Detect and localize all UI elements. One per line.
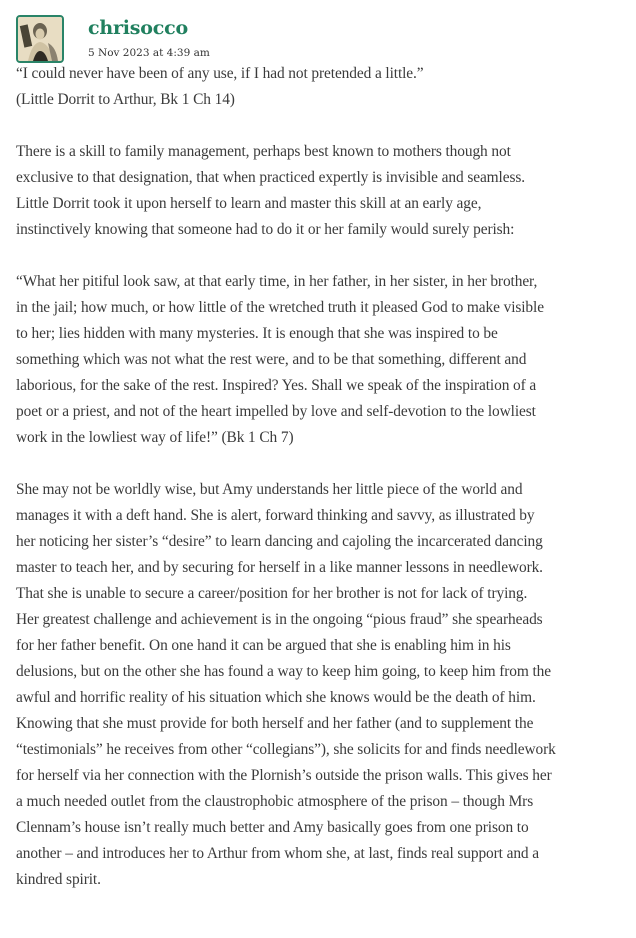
text-line: “What her pitiful look saw, at that early time, in her father, in her sister, in her brother, — [16, 273, 538, 290]
text-line: poet or a priest, and not of the heart impelled by love and self-devotion to the lowliest — [16, 403, 536, 420]
text-line: another – and introduces her to Arthur from whom she, at last, finds real support and a — [16, 845, 539, 862]
text-line: Her greatest challenge and achievement is in the ongoing “pious fraud” she spearheads — [16, 611, 543, 628]
text-line: laborious, for the sake of the rest. Inspired? Yes. Shall we speak of the inspiration of a — [16, 377, 537, 394]
text-line: delusions, but on the other she has found a way to keep him going, to keep him from the — [16, 663, 552, 680]
text-line: something which was not what the rest were, and to be that something, different and — [16, 351, 527, 368]
text-line: There is a skill to family management, perhaps best known to mothers though not — [16, 143, 511, 160]
text-line: She may not be worldly wise, but Amy understands her little piece of the world and — [16, 481, 523, 498]
comment — [16, 15, 626, 888]
avatar-portrait-icon — [18, 17, 62, 61]
comment-body — [16, 61, 626, 919]
text-line: Clennam’s house isn’t really much better and Amy basically goes from one prison to — [16, 819, 529, 836]
text-line: “I could never have been of any use, if I had not pretended a little.” — [16, 65, 424, 82]
text-line: Little Dorrit took it upon herself to learn and master this skill at an early age, — [16, 195, 482, 212]
text-line: a much needed outlet from the claustrophobic atmosphere of the prison – though Mrs — [16, 793, 534, 810]
text-line: master to teach her, and by securing for herself in a like manner lessons in needlework. — [16, 559, 543, 576]
text-line: to her; lies hidden with many mysteries. It is enough that she was inspired to be — [16, 325, 498, 342]
text-line: for her father benefit. On one hand it can be argued that she is enabling him in his — [16, 637, 511, 654]
text-line: exclusive to that designation, that when practiced expertly is invisible and seamless. — [16, 169, 525, 186]
avatar[interactable] — [16, 15, 64, 63]
text-line: work in the lowliest way of life!” (Bk 1 Ch 7) — [16, 429, 294, 446]
text-line: Knowing that she must provide for both herself and her father (and to supplement the — [16, 715, 534, 732]
comment-paragraph-quote — [16, 269, 626, 451]
text-line: “testimonials” he receives from other “collegians”), she solicits for and finds needlework — [16, 741, 556, 758]
text-line: manages it with a deft hand. She is alert, forward thinking and savvy, as illustrated by — [16, 507, 535, 524]
text-line: (Little Dorrit to Arthur, Bk 1 Ch 14) — [16, 91, 235, 108]
comment-header — [16, 15, 626, 67]
text-line: her noticing her sister’s “desire” to learn dancing and cajoling the incarcerated dancing — [16, 533, 543, 550]
text-line: for herself via her connection with the Plornish’s outside the prison walls. This gives her — [16, 767, 552, 784]
comment-paragraph-intro — [16, 139, 626, 243]
text-line: awful and horrific reality of his situation which she knows would be the death of him. — [16, 689, 536, 706]
text-line: instinctively knowing that someone had to do it or her family would surely perish: — [16, 221, 515, 238]
text-line: That she is unable to secure a career/position for her brother is not for lack of trying. — [16, 585, 528, 602]
comment-timestamp-link[interactable]: 5 Nov 2023 at 4:39 am — [88, 47, 210, 59]
comment-author-link[interactable]: chrisocco — [88, 17, 188, 39]
text-line: in the jail; how much, or how little of the wretched truth it pleased God to make visible — [16, 299, 544, 316]
text-line: kindred spirit. — [16, 871, 101, 888]
comment-paragraph-epigraph — [16, 61, 626, 113]
comment-paragraph-analysis — [16, 477, 626, 893]
